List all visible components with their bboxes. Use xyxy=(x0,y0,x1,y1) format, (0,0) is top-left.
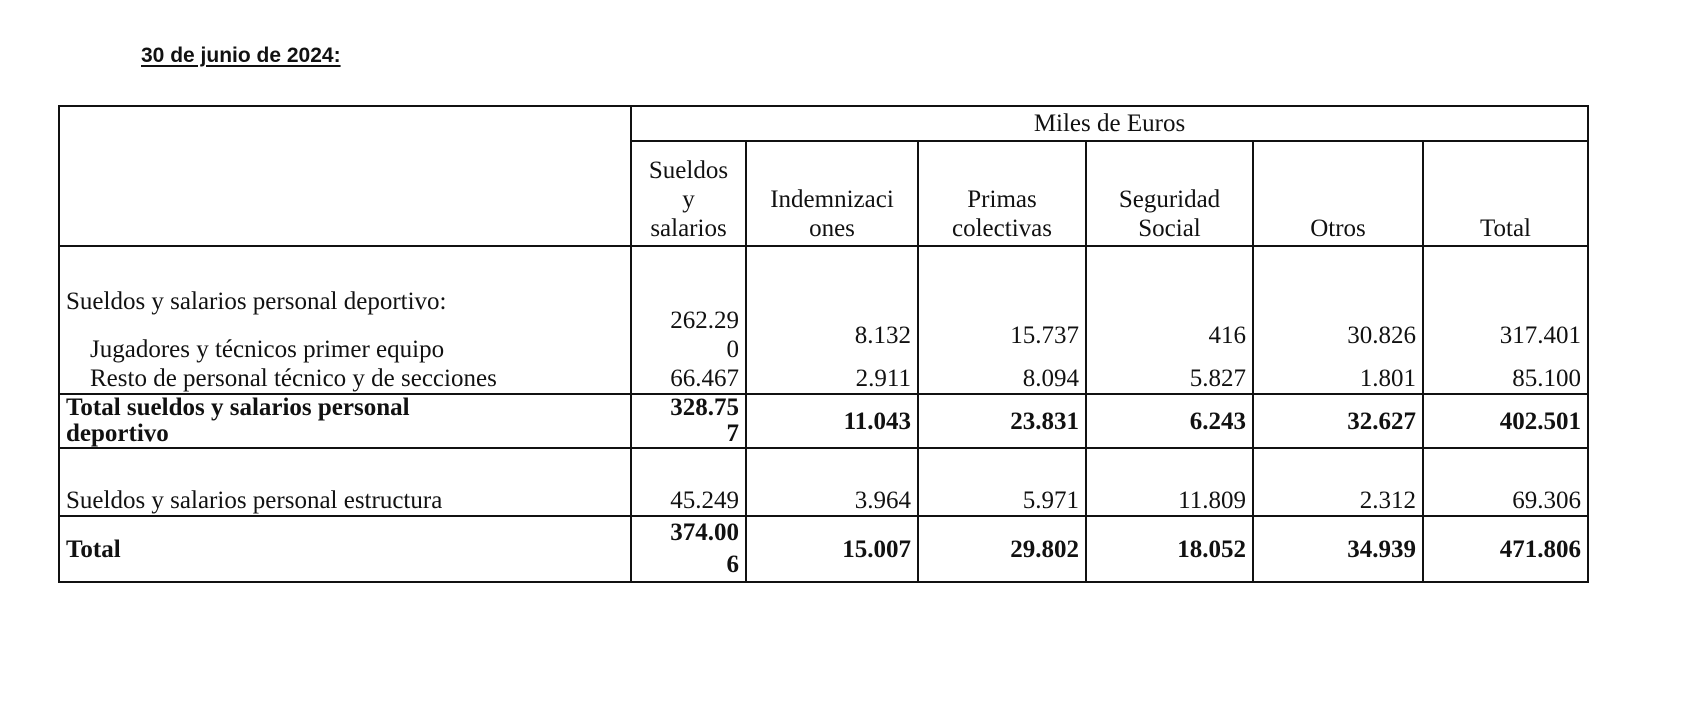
cell-total: 317.401 xyxy=(1423,246,1588,364)
cell-seguridad-social: 6.243 xyxy=(1086,394,1253,448)
col-header-total: Total xyxy=(1423,141,1588,246)
cell-otros: 30.826 xyxy=(1253,246,1423,364)
cell-seguridad-social: 5.827 xyxy=(1086,364,1253,394)
row-label: Jugadores y técnicos primer equipo xyxy=(90,336,445,363)
row-label: Total xyxy=(59,516,631,582)
col-header-seguridad-social: Seguridad Social xyxy=(1086,141,1253,246)
cell-indemnizaciones: 8.132 xyxy=(746,246,918,364)
cell-total: 471.806 xyxy=(1423,516,1588,582)
cell-sueldos: 328.75 7 xyxy=(631,394,746,448)
cell-seguridad-social: 416 xyxy=(1086,246,1253,364)
cell-indemnizaciones: 2.911 xyxy=(746,364,918,394)
cell-otros: 32.627 xyxy=(1253,394,1423,448)
cell-otros: 2.312 xyxy=(1253,448,1423,516)
cell-sueldos: 45.249 xyxy=(631,448,746,516)
row-label: Total sueldos y salarios personal deportivo xyxy=(59,394,631,448)
cell-seguridad-social: 11.809 xyxy=(1086,448,1253,516)
cell-indemnizaciones: 15.007 xyxy=(746,516,918,582)
cell-primas: 8.094 xyxy=(918,364,1086,394)
table-row xyxy=(59,246,1588,364)
cell-primas: 5.971 xyxy=(918,448,1086,516)
col-header-primas: Primas colectivas xyxy=(918,141,1086,246)
table-row-total xyxy=(59,516,1588,582)
cell-otros: 34.939 xyxy=(1253,516,1423,582)
cell-sueldos: 66.467 xyxy=(631,364,746,394)
row-label: Resto de personal técnico y de secciones xyxy=(59,364,631,394)
cell-indemnizaciones: 3.964 xyxy=(746,448,918,516)
table-row-subtotal xyxy=(59,394,1588,448)
cell-primas: 23.831 xyxy=(918,394,1086,448)
empty-header-cell xyxy=(59,106,631,246)
cell-total: 402.501 xyxy=(1423,394,1588,448)
table-row xyxy=(59,448,1588,516)
col-header-sueldos: Sueldos y salarios xyxy=(631,141,746,246)
cell-total: 85.100 xyxy=(1423,364,1588,394)
section-label: Sueldos y salarios personal deportivo: xyxy=(66,288,447,315)
cell-indemnizaciones: 11.043 xyxy=(746,394,918,448)
table-row xyxy=(59,364,1588,394)
personnel-expenses-table xyxy=(58,105,1589,583)
row-label: Sueldos y salarios personal estructura xyxy=(59,448,631,516)
cell-sueldos: 374.00 6 xyxy=(631,516,746,582)
cell-primas: 29.802 xyxy=(918,516,1086,582)
col-header-indemnizaciones: Indemnizaci ones xyxy=(746,141,918,246)
currency-group-header: Miles de Euros xyxy=(631,106,1588,141)
cell-primas: 15.737 xyxy=(918,246,1086,364)
cell-total: 69.306 xyxy=(1423,448,1588,516)
cell-seguridad-social: 18.052 xyxy=(1086,516,1253,582)
cell-sueldos: 262.29 0 xyxy=(631,246,746,364)
cell-otros: 1.801 xyxy=(1253,364,1423,394)
date-heading: 30 de junio de 2024: xyxy=(141,44,341,67)
col-header-otros: Otros xyxy=(1253,141,1423,246)
